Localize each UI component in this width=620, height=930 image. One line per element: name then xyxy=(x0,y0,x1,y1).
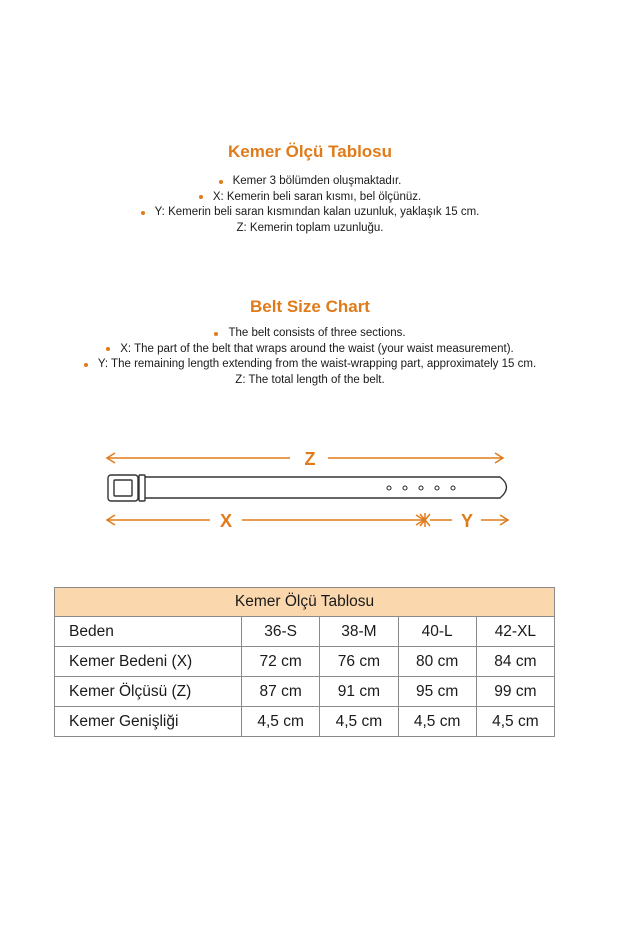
table-cell: 84 cm xyxy=(476,647,554,677)
bullet-tr-3: Y: Kemerin beli saran kısmından kalan uzunluk, yaklaşık 15 cm. xyxy=(0,205,620,221)
table-cell: 4,5 cm xyxy=(320,707,398,737)
row-label: Kemer Ölçüsü (Z) xyxy=(55,677,242,707)
table-cell: 87 cm xyxy=(242,677,320,707)
bullet-dot-icon xyxy=(214,332,218,336)
bullet-tr-1: Kemer 3 bölümden oluşmaktadır. xyxy=(0,174,620,190)
table-cell: 72 cm xyxy=(242,647,320,677)
table-cell: 95 cm xyxy=(398,677,476,707)
bullet-dot-icon xyxy=(106,347,110,351)
table-cell: 76 cm xyxy=(320,647,398,677)
table-row xyxy=(55,617,555,647)
title-tr: Kemer Ölçü Tablosu xyxy=(227,142,393,161)
table-row xyxy=(55,707,555,737)
label-z: Z xyxy=(304,449,316,469)
bullet-tr-2: X: Kemerin beli saran kısmı, bel ölçünüz. xyxy=(0,190,620,206)
label-x: X xyxy=(219,511,233,531)
belt-diagram xyxy=(100,440,520,540)
bullet-dot-icon xyxy=(141,211,145,215)
bullet-en-4: Z: The total length of the belt. xyxy=(235,373,385,386)
table-cell: 91 cm xyxy=(320,677,398,707)
belt-loop xyxy=(139,475,145,501)
table-cell: 99 cm xyxy=(476,677,554,707)
bullet-dot-icon xyxy=(219,180,223,184)
table-cell: 42-XL xyxy=(476,617,554,647)
table-row xyxy=(55,647,555,677)
table-cell: 40-L xyxy=(398,617,476,647)
table-cell: 38-M xyxy=(320,617,398,647)
table-caption-row xyxy=(55,588,555,617)
bullet-en-2: X: The part of the belt that wraps around the waist (your waist measurement). xyxy=(0,342,620,358)
bullet-dot-icon xyxy=(84,363,88,367)
table-row xyxy=(55,677,555,707)
table-cell: 80 cm xyxy=(398,647,476,677)
bullet-list-en xyxy=(0,326,620,388)
bullet-list-tr xyxy=(0,174,620,236)
table-cell: 36-S xyxy=(242,617,320,647)
belt-buckle-inner xyxy=(114,480,132,496)
size-table xyxy=(54,587,555,737)
bullet-dot-icon xyxy=(199,195,203,199)
row-label: Kemer Bedeni (X) xyxy=(55,647,242,677)
title-en: Belt Size Chart xyxy=(250,297,370,316)
table-cell: 4,5 cm xyxy=(398,707,476,737)
table-cell: 4,5 cm xyxy=(242,707,320,737)
row-label: Beden xyxy=(55,617,242,647)
table-cell: 4,5 cm xyxy=(476,707,554,737)
table-caption: Kemer Ölçü Tablosu xyxy=(55,588,555,617)
bullet-en-3: Y: The remaining length extending from the waist-wrapping part, approximately 15 cm. xyxy=(0,357,620,373)
bullet-tr-4: Z: Kemerin toplam uzunluğu. xyxy=(236,221,384,234)
bullet-en-1: The belt consists of three sections. xyxy=(0,326,620,342)
row-label: Kemer Genişliği xyxy=(55,707,242,737)
belt-icon xyxy=(108,475,507,501)
label-y: Y xyxy=(460,511,474,531)
